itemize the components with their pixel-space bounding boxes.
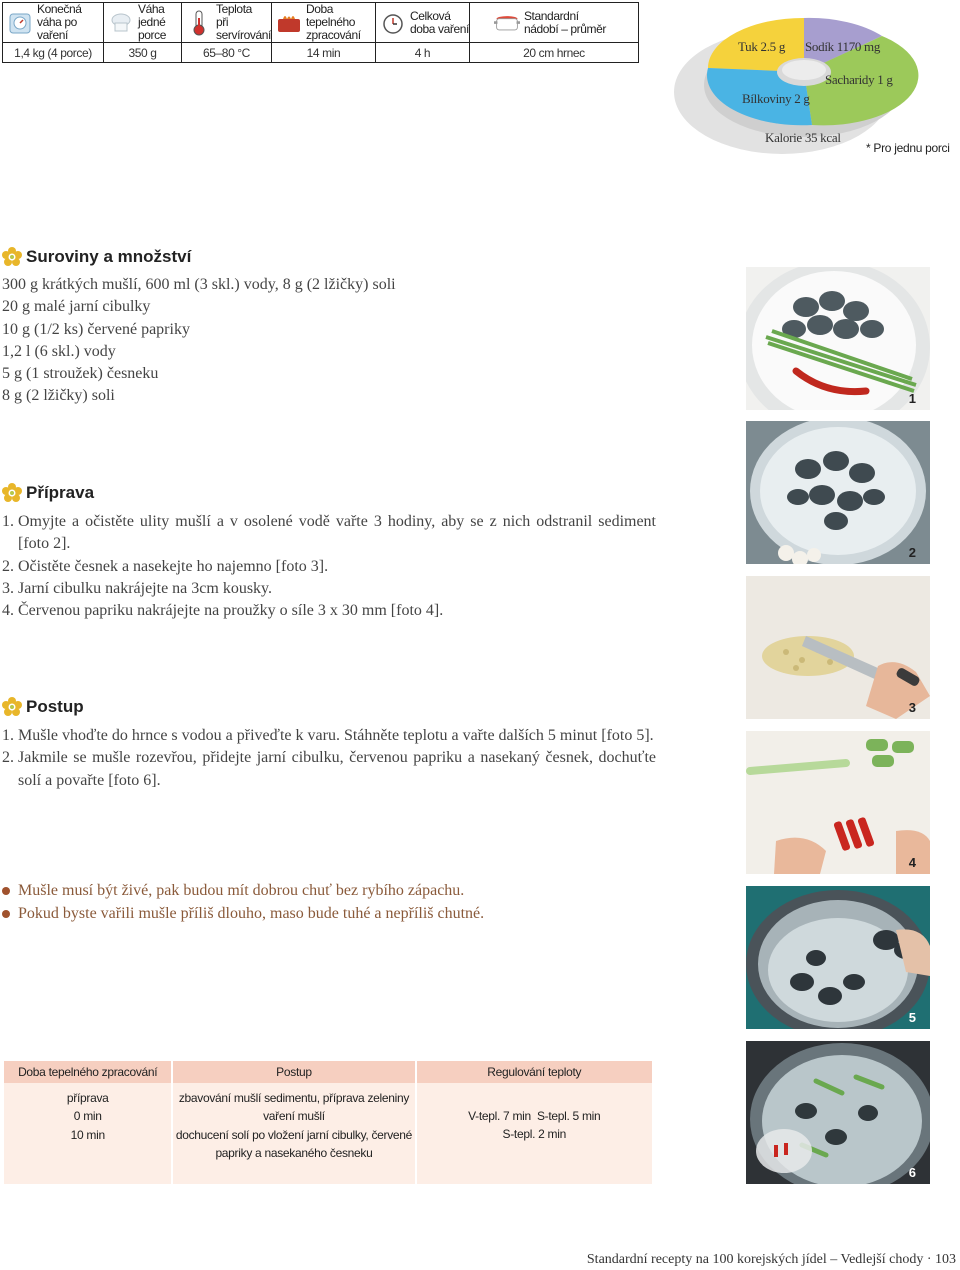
page-footer: Standardní recepty na 100 korejských jídel – Vedlejší chody · 103 xyxy=(586,1252,956,1267)
photo-4-cutting-vegetables: 4 xyxy=(746,731,930,874)
nutrition-calories-label: Kalorie 35 kcal xyxy=(765,130,841,145)
procedure-heading xyxy=(2,697,84,717)
info-header-serving-temperature: Teplota při servírování xyxy=(182,3,272,43)
preparation-step: 1. Omyjte a očistěte ulity mušlí a v osolené vodě vařte 3 hodiny, aby se z nich odstranil sediment [foto 2]. xyxy=(2,513,656,553)
procedure-title: Postup xyxy=(26,697,84,716)
photo-3-chopping-garlic: 3 xyxy=(746,576,930,719)
preparation-heading xyxy=(2,483,94,503)
chef-hat-icon xyxy=(108,10,134,36)
ingredient-line: 10 g (1/2 ks) červené papriky xyxy=(2,320,190,338)
info-header-heat-time: Doba tepelného zpracování xyxy=(271,3,375,43)
procedure-step: 2. Jakmile se mušle rozevřou, přidejte jarní cibulku, červenou papriku a nasekaný česnek, dochuťte solí a povařte [foto 6]. xyxy=(2,749,656,789)
info-value-serving-temperature: 65–80 °C xyxy=(182,43,272,63)
tip-item: Pokud byste vařili mušle příliš dlouho, maso bude tuhé a nepříliš chutné. xyxy=(2,903,484,926)
per-portion-note: * Pro jednu porci xyxy=(866,141,950,155)
info-value-portion-weight: 350 g xyxy=(104,43,182,63)
nutrition-pie xyxy=(672,10,960,160)
info-header-total-time: Celková doba vaření xyxy=(375,3,469,43)
bullet-icon xyxy=(2,887,10,895)
ingredients-title: Suroviny a množství xyxy=(26,247,192,266)
flower-icon xyxy=(2,697,22,717)
summary-header-procedure: Postup xyxy=(173,1061,414,1083)
ingredient-line: 8 g (2 lžičky) soli xyxy=(2,387,115,405)
info-header-portion-weight: Váha jedné porce xyxy=(104,3,182,43)
pot-icon xyxy=(494,10,520,36)
photo-2-soaking: 2 xyxy=(746,421,930,564)
clock-icon xyxy=(380,10,406,36)
nutrition-sodium-label: Sodík 1170 mg xyxy=(805,39,881,54)
preparation-step: 4. Červenou papriku nakrájejte na proužky o síle 3 x 30 mm [foto 4]. xyxy=(2,602,444,620)
info-header-final-weight: Konečná váha po vaření xyxy=(3,3,104,43)
ingredients-heading xyxy=(2,247,191,267)
summary-col-time: příprava 0 min 10 min xyxy=(4,1083,171,1184)
flower-icon xyxy=(2,483,22,503)
tips-list xyxy=(2,880,484,925)
scale-icon xyxy=(7,10,33,36)
ingredient-line: 1,2 l (6 skl.) vody xyxy=(2,342,116,360)
nutrition-protein-label: Bílkoviny 2 g xyxy=(742,91,810,106)
thermometer-icon xyxy=(186,10,212,36)
ingredient-line: 300 g krátkých mušlí, 600 ml (3 skl.) vody, 8 g (2 lžičky) soli xyxy=(2,276,396,293)
info-value-cookware: 20 cm hrnec xyxy=(469,43,638,63)
summary-header-time: Doba tepelného zpracování xyxy=(4,1061,171,1083)
preparation-steps xyxy=(2,511,656,622)
summary-col-temperature: V-tepl. 7 min S-tepl. 5 min S-tepl. 2 min xyxy=(417,1083,653,1184)
photo-5-boiling-mussels: 5 xyxy=(746,886,930,1029)
recipe-info-table xyxy=(2,2,639,63)
ingredient-line: 20 g malé jarní cibulky xyxy=(2,298,151,316)
preparation-step: 3. Jarní cibulku nakrájejte na 3cm kousky. xyxy=(2,579,272,597)
ingredient-line: 5 g (1 stroužek) česneku xyxy=(2,365,159,383)
stove-flame-icon xyxy=(276,10,302,36)
summary-col-procedure: zbavování mušlí sedimentu, příprava zeleniny vaření mušlí dochucení solí po vložení jarní cibulky, červené papriky a nasekaného česneku xyxy=(173,1083,414,1184)
procedure-steps xyxy=(2,725,656,792)
info-value-heat-time: 14 min xyxy=(271,43,375,63)
bullet-icon xyxy=(2,910,10,918)
flower-icon xyxy=(2,247,22,267)
procedure-step: 1. Mušle vhoďte do hrnce s vodou a přiveďte k varu. Stáhněte teplotu a vařte dalších 5 minut [foto 5]. xyxy=(2,727,654,744)
nutrition-fat-label: Tuk 2.5 g xyxy=(738,39,786,54)
photo-1-ingredients: 1 xyxy=(746,267,930,410)
ingredients-list xyxy=(2,274,396,408)
info-value-total-time: 4 h xyxy=(375,43,469,63)
summary-table xyxy=(2,1061,654,1184)
preparation-title: Příprava xyxy=(26,483,95,502)
photo-6-adding-vegetables: 6 xyxy=(746,1041,930,1184)
nutrition-carbs-label: Sacharidy 1 g xyxy=(825,72,893,87)
info-value-final-weight: 1,4 kg (4 porce) xyxy=(3,43,104,63)
tip-item: Mušle musí být živé, pak budou mít dobrou chuť bez rybího zápachu. xyxy=(2,880,484,903)
info-header-cookware: Standardní nádobí – průměr xyxy=(469,3,638,43)
summary-header-temperature: Regulování teploty xyxy=(417,1061,653,1083)
preparation-step: 2. Očistěte česnek a nasekejte ho najemno [foto 3]. xyxy=(2,557,329,575)
